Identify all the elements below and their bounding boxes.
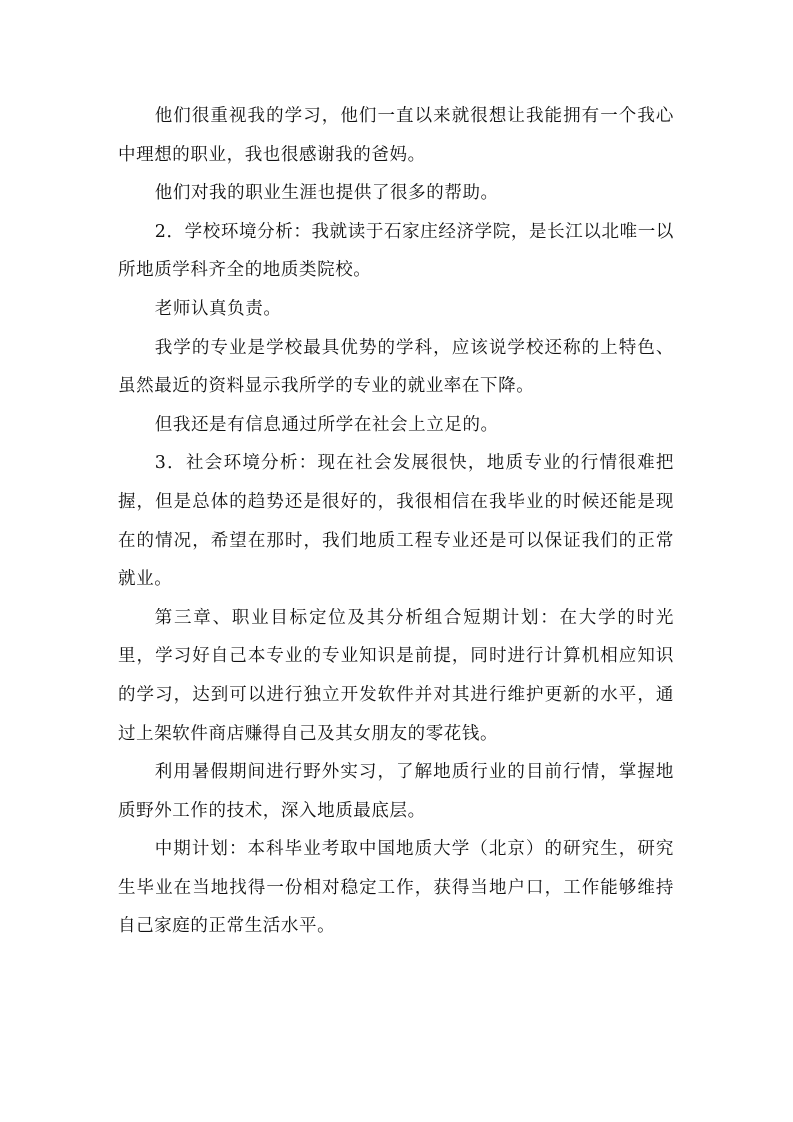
paragraph-confidence: 但我还是有信息通过所学在社会上立足的。 (154, 414, 499, 435)
paragraph-teachers: 老师认真负责。 (154, 298, 282, 319)
paragraph-school-analysis: 2．学校环境分析：我就读于石家庄经济学院，是长江以北唯一以所地质学科齐全的地质类院校。 (118, 221, 674, 281)
paragraph-major: 我学的专业是学校最具优势的学科，应该说学校还称的上特色、虽然最近的资料显示我所学的专业的就业率在下降。 (118, 337, 674, 397)
paragraph-summer-internship: 利用暑假期间进行野外实习，了解地质行业的目前行情，掌握地质野外工作的技术，深入地质最底层。 (118, 762, 674, 821)
paragraph-parents-support: 他们很重视我的学习，他们一直以来就很想让我能拥有一个我心中理想的职业，我也很感谢我的爸妈。 (118, 106, 674, 165)
paragraph-society-analysis: 3．社会环境分析：现在社会发展很快，地质专业的行情很难把握，但是总体的趋势还是很好的，我很相信在我毕业的时候还能是现在的情况，希望在那时，我们地质工程专业还是可以保证我们的正常就业。 (118, 453, 674, 590)
paragraph-chapter-three-short-term: 第三章、职业目标定位及其分析组合短期计划：在大学的时光里，学习好自己本专业的专业知识是前提，同时进行计算机相应知识的学习，达到可以进行独立开发软件并对其进行维护更新的水平，通过上架软件商店赚得自己及其女朋友的零花钱。 (118, 607, 674, 744)
document-body (118, 97, 674, 946)
paragraph-career-help: 他们对我的职业生涯也提供了很多的帮助。 (154, 183, 499, 204)
paragraph-mid-term-plan: 中期计划：本科毕业考取中国地质大学（北京）的研究生，研究生毕业在当地找得一份相对稳定工作，获得当地户口，工作能够维持自己家庭的正常生活水平。 (118, 839, 674, 937)
